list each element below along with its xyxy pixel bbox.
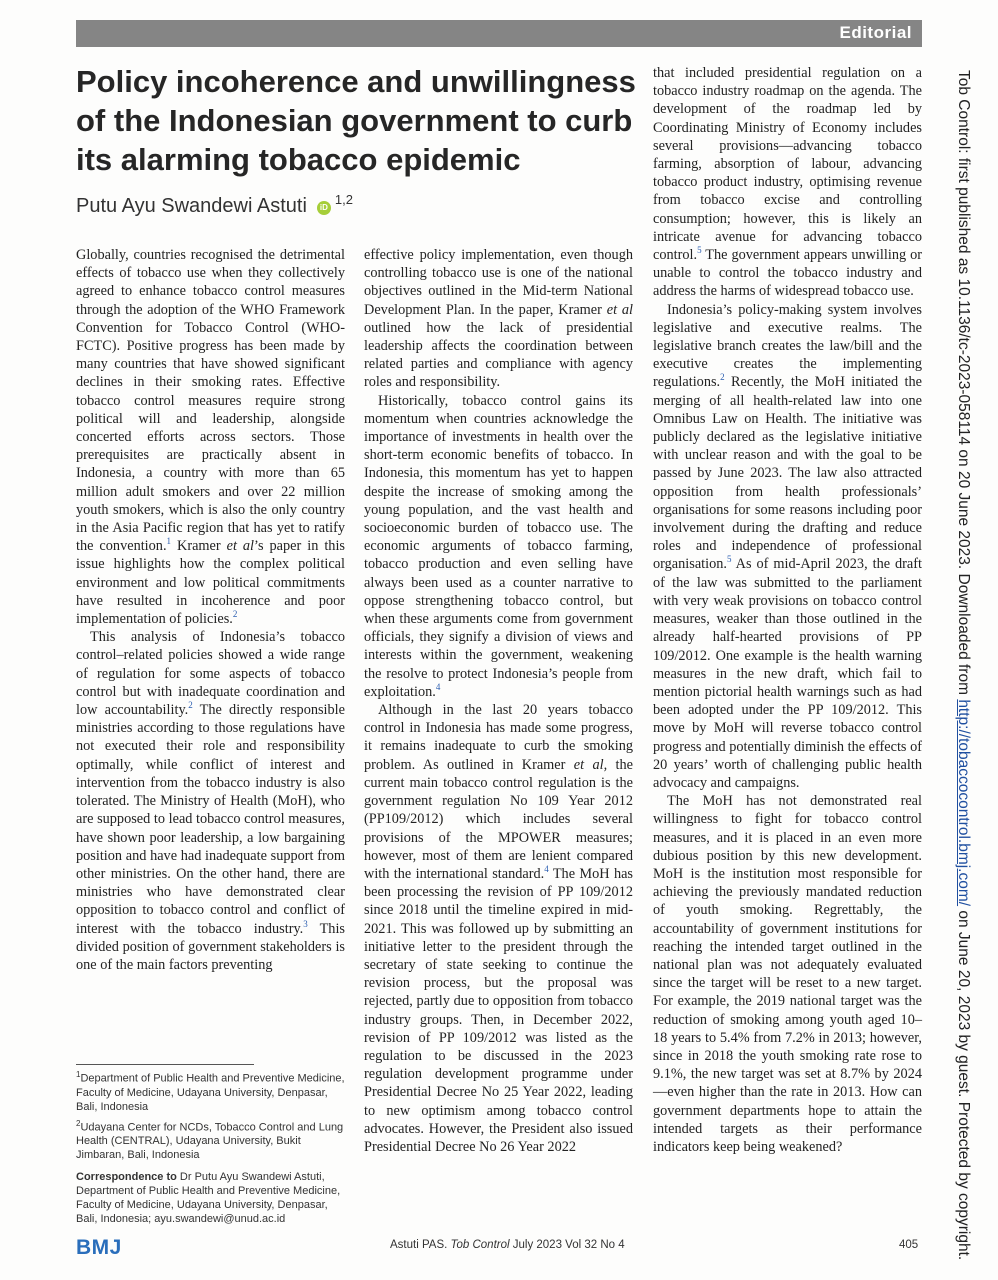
citation-ref[interactable]: 2: [720, 372, 725, 383]
paragraph: This analysis of Indonesia’s tobacco control–related policies showed a wide range of regulation for some aspects of tobacco control but with inadequate coordination and low accountability.$^2$ The directly responsible ministries according to those regulations have not executed their role and responsibility optimally, while conflict of interest and intervention from the tobacco industry is also tolerated. The Ministry of Health (MoH), who are supposed to lead tobacco control measures, have shown poor leadership, a low bargaining position and have had inadequate support from other ministries. On the other hand, there are ministries who have demonstrated clear opposition to tobacco control and conflict of interest with the tobacco industry.$^3$ This divided position of government stakeholders is one of the main factors preventing: [76, 629, 345, 973]
paragraph: Indonesia’s policy-making system involves legislative and executive realms. The legislative branch creates the law/bill and the executive creates the implementing regulations.$^2$ Recently, the MoH initiated the merging of all health-related law into one Omnibus Law on Health. The initiative was publicly declared as the legislative initiative with unclear reason and with the goal to be passed by June 2023. The law also attracted opposition from health professionals’ organisations for some reasons including poor involvement during the drafting and reduce roles and independence of professional organisation.$^5$ As of mid-April 2023, the draft of the law was submitted to the parliament with very weak provisions on tobacco control measures, weaker than those outlined in the already half-hearted provisions of PP 109/2012. One example is the health warning measures in the new draft, which fail to mention pictorial health warnings such as had been adopted under the PP 109/2012. This move by MoH will reverse tobacco control progress and potentially diminish the effects of 20 years’ worth of challenging public health advocacy and campaigns.: [653, 301, 922, 791]
paragraph: Although in the last 20 years tobacco control in Indonesia has made some progress, it remains inadequate to curb the smoking problem. As outlined in Kramer et al, the current main tobacco control regulation is the government regulation No 109 Year 2012 (PP109/2012) which includes several provisions of the MPOWER measures; however, most of them are lenient compared with the international standard.$^4$ The MoH has been processing the revision of PP 109/2012 since 2018 until the timeline expired in mid-2021. This was followed up by submitting an initiative letter to the president through the secretary of state seeking to continue the revision process, but the proposal was rejected, partly due to opposition from tobacco industry groups. Then, in December 2022, revision of PP 109/2012 was listed as the regulation to be discussed in the 2023 regulation development programme under Presidential Decree No 25 Year 2022, leading to new optimism among tobacco control advocates. However, the President also issued Presidential Decree No 26 Year 2022: [364, 702, 634, 1155]
affiliation-2: $^2$Udayana Center for NCDs, Tobacco Control and Lung Health (CENTRAL), Udayana University, Bukit Jimbaran, Bali, Indonesia: [76, 1118, 344, 1162]
citation-ref[interactable]: 2: [232, 609, 238, 620]
section-header-bar: [76, 20, 922, 47]
paragraph: The MoH has not demonstrated real willingness to fight for tobacco control measures, and it is placed in an even more dubious position by this new development. MoH is the institution most responsible for achieving the previously mandated reduction of youth smoking. Regrettably, the accountability of government institutions for reaching the intended target outlined in the national plan was not adequately evaluated since the target will be reset to a new target. For example, the 2019 national target was the reduction of smoking among youth aged 10–18 years to 5.4% from 7.2% in 2013; however, since in 2018 the youth smoking rate rose to 9.1%, the new target was set at 8.7% by 2024—even higher than the rate in 2013. How can government departments hope to attain the intended targets as their performance indicators keep being weakened?: [653, 793, 922, 1155]
paragraph: Historically, tobacco control gains its momentum when countries acknowledge the importance of investments in health over the short-term economic benefits of tobacco. In Indonesia, this momentum has yet to happen despite the increase of smoking among the young population, and the vast health and socioeconomic burden of tobacco use. The economic arguments of tobacco farming, tobacco production and even selling have always been used as a counter narrative to oppose strengthening tobacco control, but when these arguments come from government officials, they signify a division of views and interests within the government, weakening the resolve to protect Indonesia’s people from exploitation.$^4$: [364, 392, 633, 700]
footnotes: [76, 1068, 351, 1229]
author-name: Putu Ayu Swandewi Astuti: [76, 195, 307, 217]
orcid-icon[interactable]: iD: [317, 201, 331, 215]
citation-ref[interactable]: 1: [166, 536, 172, 547]
bmj-logo: BMJ: [76, 1236, 122, 1259]
article-title: Policy incoherence and unwillingness of the Indonesian government to curb its alarming tobacco epidemic: [76, 64, 636, 177]
download-notice: Tob Control: first published as 10.1136/tc-2023-058114 on 20 June 2023. Downloaded from http://tobaccocontrol.bmj.com/ on June 20, 2023 by guest. Protected by copyright.: [955, 70, 972, 1261]
footer-citation: Astuti PAS. Tob Control July 2023 Vol 32 No 4: [390, 1239, 625, 1251]
page-number: 405: [899, 1239, 919, 1251]
citation-ref[interactable]: 5: [697, 245, 702, 256]
body-column-2: [364, 246, 633, 1156]
body-column-1: [76, 246, 345, 974]
citation-ref[interactable]: 4: [435, 682, 441, 693]
correspondence: Correspondence to Dr Putu Ayu Swandewi Astuti, Department of Public Health and Preventive Medicine, Faculty of Medicine, Udayana University, Denpasar, Bali, Indonesia; ayu.swandewi@unud.ac.id: [76, 1171, 341, 1226]
citation-ref[interactable]: 3: [303, 918, 308, 929]
author-affiliation-refs: 1,2: [334, 192, 353, 207]
citation-ref[interactable]: 2: [188, 700, 193, 711]
body-column-3: [653, 64, 922, 1156]
paragraph: effective policy implementation, even though controlling tobacco use is one of the national objectives outlined in the Mid-term National Development Plan. In the paper, Kramer et al outlined how the lack of presidential leadership affects the coordination between related parties and compliance with agency roles and responsibility.: [364, 247, 633, 391]
author-line: [76, 192, 353, 218]
citation-ref[interactable]: 4: [544, 864, 549, 875]
paragraph: that included presidential regulation on a tobacco industry roadmap on the agenda. The development of the roadmap led by Coordinating Ministry of Economy includes several provisions—advancing tobacco farming, absorption of labour, advancing tobacco product industry, optimising revenue from tobacco excise and controlling consumption; however, this is likely an intricate avenue for advancing tobacco control.$^5$ The government appears unwilling or unable to control the tobacco industry and address the harms of widespread tobacco use.: [653, 65, 922, 300]
section-label: Editorial: [839, 23, 912, 42]
paragraph: Globally, countries recognised the detrimental effects of tobacco use when they collectively agreed to enhance tobacco control measures through the adoption of the WHO Framework Convention for Tobacco Control (WHO-FCTC). Positive progress has been made by many countries that have showed significant declines in their smoking rates. Effective tobacco control measures require strong political will and leadership, alongside concerted efforts across sectors. Those prerequisites are practically absent in Indonesia, a country with more than 65 million adult smokers and over 22 million youth smokers, which is also the only country in the Asia Pacific region that has yet to ratify the convention.$^1$ Kramer et al’s paper in this issue highlights how the complex political environment and low political commitments have resulted in incoherence and poor implementation of policies.$^2$: [76, 247, 345, 628]
footnote-divider: [76, 1064, 254, 1065]
journal-link[interactable]: http://tobaccocontrol.bmj.com/: [955, 699, 972, 907]
citation-ref[interactable]: 5: [727, 554, 732, 565]
affiliation-1: $^1$Department of Public Health and Preventive Medicine, Faculty of Medicine, Udayana University, Denpasar, Bali, Indonesia: [76, 1070, 345, 1113]
